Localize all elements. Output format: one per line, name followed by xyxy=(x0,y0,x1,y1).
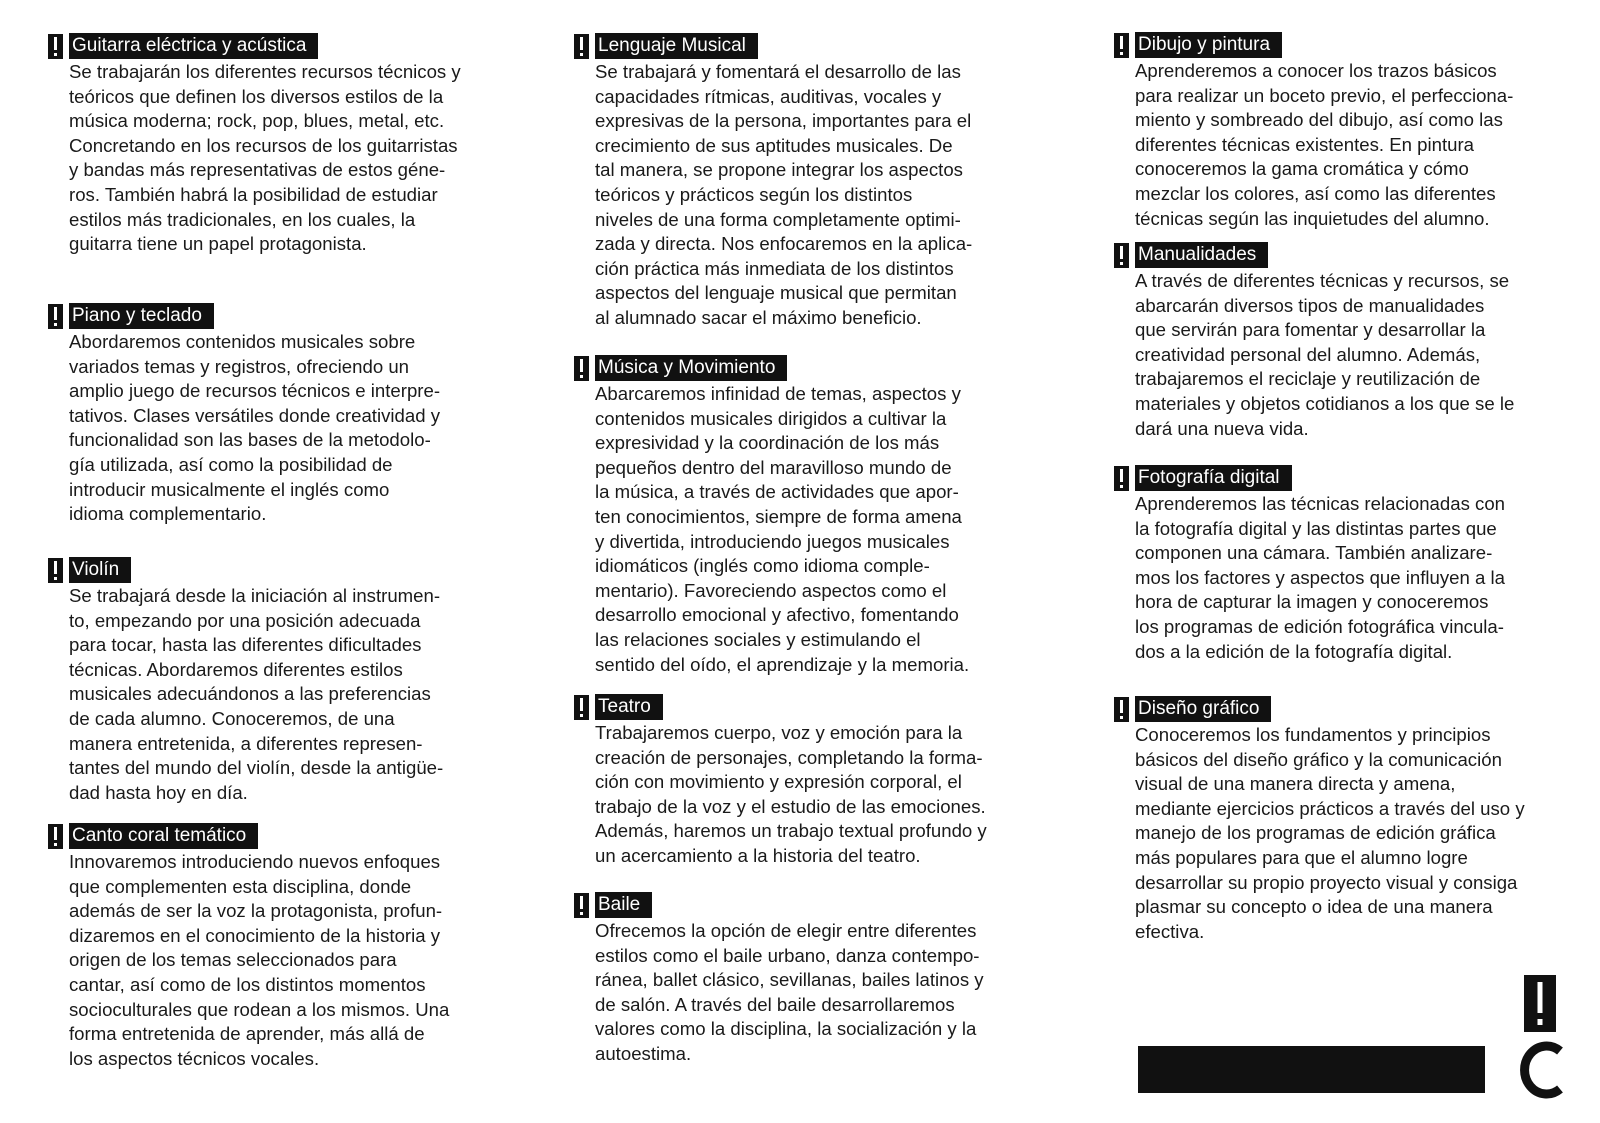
footer-bar xyxy=(1138,1046,1485,1093)
exclamation-icon xyxy=(1114,243,1129,268)
section-heading xyxy=(48,303,440,329)
section-heading xyxy=(48,823,449,849)
section-text: Aprenderemos las técnicas relacionadas con la fotografía digital y las distintas partes que componen una cámara. También analizare- mos los factores y aspectos que influyen a la hora de capturar la imagen y conoceremos los programas de edición fotográfica vincula- dos a la edición de la fotografía digital. xyxy=(1135,493,1506,662)
section-diseno-grafico xyxy=(1114,696,1525,944)
section-heading xyxy=(1114,32,1513,58)
section-fotografia-digital xyxy=(1114,465,1505,664)
section-heading xyxy=(1114,242,1514,268)
section-heading xyxy=(574,892,984,918)
section-title: Diseño gráfico xyxy=(1135,696,1271,722)
section-heading xyxy=(1114,465,1505,491)
section-text: Se trabajarán los diferentes recursos técnicos y teóricos que definen los diversos estilos de la música moderna; rock, pop, blues, metal, etc. Concretando en los recursos de los guitarristas y bandas más representativas de estos géne- ros. También habrá la posibilidad de estudiar estilos más tradicionales, en los cuales, la guitarra tiene un papel protagonista. xyxy=(69,61,461,255)
section-manualidades xyxy=(1114,242,1514,441)
section-title: Fotografía digital xyxy=(1135,465,1292,491)
section-title: Canto coral temático xyxy=(69,823,258,849)
section-text: Se trabajará desde la iniciación al instrumen- to, empezando por una posición adecuada para tocar, hasta las diferentes dificultades técnicas. Abordaremos diferentes estilos musicales adecuándonos a las preferencias de cada alumno. Conoceremos, de una manera entretenida, a diferentes represen- tantes del mundo del violín, desde la antigüe- dad hasta hoy en día. xyxy=(69,585,444,803)
exclamation-icon xyxy=(48,558,63,583)
section-title: Música y Movimiento xyxy=(595,355,787,381)
section-text: Abarcaremos infinidad de temas, aspectos y contenidos musicales dirigidos a cultivar la expresividad y la coordinación de los más pequeños dentro del maravilloso mundo de la música, a través de actividades que apor- ten conocimientos, siempre de forma amena y divertida, introduciendo juegos musicales idiomáticos (inglés como idioma comple- mentario). Favoreciendo aspectos como el desarrollo emocional y afectivo, fomentando las relaciones sociales y estimulando el sentido del oído, el aprendizaje y la memoria. xyxy=(595,383,970,675)
section-guitarra xyxy=(48,33,461,257)
exclamation-icon xyxy=(1114,33,1129,58)
section-text: Aprenderemos a conocer los trazos básicos para realizar un boceto previo, el perfecciona- miento y sombreado del dibujo, así como las diferentes técnicas existentes. En pintura conoceremos la gama cromática y cómo mezclar los colores, así como las diferentes técnicas según las inquietudes del alumno. xyxy=(1135,60,1514,229)
section-title: Manualidades xyxy=(1135,242,1268,268)
section-piano xyxy=(48,303,440,527)
section-title: Guitarra eléctrica y acústica xyxy=(69,33,318,59)
exclamation-icon xyxy=(1114,697,1129,722)
section-text: Ofrecemos la opción de elegir entre diferentes estilos como el baile urbano, danza contempo- ránea, ballet clásico, sevillanas, bailes latinos y de salón. A través del baile desarrollaremos valores como la disciplina, la socialización y la autoestima. xyxy=(595,920,984,1064)
section-lenguaje-musical xyxy=(574,33,972,331)
section-title: Baile xyxy=(595,892,652,918)
section-heading xyxy=(48,557,443,583)
section-heading xyxy=(574,33,972,59)
exclamation-icon xyxy=(574,34,589,59)
section-violin xyxy=(48,557,443,805)
section-title: Dibujo y pintura xyxy=(1135,32,1282,58)
section-canto-coral xyxy=(48,823,449,1071)
exclamation-icon xyxy=(574,695,589,720)
section-text: Abordaremos contenidos musicales sobre variados temas y registros, ofreciendo un amplio juego de recursos técnicos e interpre- tativos. Clases versátiles donde creatividad y funcionalidad son las bases de la metodolo- gía utilizada, así como la posibilidad de introducir musicalmente el inglés como idioma complementario. xyxy=(69,331,441,525)
section-teatro xyxy=(574,694,987,869)
section-heading xyxy=(574,355,969,381)
section-text: Conoceremos los fundamentos y principios básicos del diseño gráfico y la comunicación visual de una manera directa y amena, mediante ejercicios prácticos a través del uso y manejo de los programas de edición gráfica más populares para que el alumno logre desarrollar su propio proyecto visual y consiga plasmar su concepto o idea de una manera efectiva. xyxy=(1135,724,1525,942)
section-heading xyxy=(1114,696,1525,722)
section-heading xyxy=(48,33,461,59)
section-title: Piano y teclado xyxy=(69,303,214,329)
section-baile xyxy=(574,892,984,1067)
exclamation-icon xyxy=(574,893,589,918)
section-title: Teatro xyxy=(595,694,663,720)
exclamation-icon xyxy=(48,34,63,59)
section-text: A través de diferentes técnicas y recursos, se abarcarán diversos tipos de manualidades que servirán para fomentar y desarrollar la creatividad personal del alumno. Además, trabajaremos el reciclaje y reutilización de materiales y objetos cotidianos a los que se le dará una nueva vida. xyxy=(1135,270,1515,439)
exclamation-icon xyxy=(574,356,589,381)
exclamation-icon xyxy=(1114,466,1129,491)
section-title: Violín xyxy=(69,557,131,583)
section-dibujo-pintura xyxy=(1114,32,1513,231)
section-text: Trabajaremos cuerpo, voz y emoción para la creación de personajes, completando la forma- ción con movimiento y expresión corporal, el trabajo de la voz y el estudio de las emociones. Además, haremos un trabajo textual profundo y un acercamiento a la historia del teatro. xyxy=(595,722,987,866)
exclamation-icon xyxy=(48,824,63,849)
section-text: Se trabajará y fomentará el desarrollo de las capacidades rítmicas, auditivas, vocales y expresivas de la persona, importantes para el crecimiento de sus aptitudes musicales. De tal manera, se propone integrar los aspectos teóricos y prácticos según los distintos niveles de una forma completamente optimi- zada y directa. Nos enfocaremos en la aplica- ción práctica más inmediata de los distintos aspectos del lenguaje musical que permitan al alumnado sacar el máximo beneficio. xyxy=(595,61,973,328)
section-musica-movimiento xyxy=(574,355,969,677)
section-heading xyxy=(574,694,987,720)
section-title: Lenguaje Musical xyxy=(595,33,758,59)
exclamation-icon xyxy=(48,304,63,329)
section-text: Innovaremos introduciendo nuevos enfoques que complementen esta disciplina, donde además de ser la voz la protagonista, profun- dizaremos en el conocimiento de la historia y origen de los temas seleccionados para cantar, así como de los distintos momentos socioculturales que rodean a los mismos. Una forma entretenida de aprender, más allá de los aspectos técnicos vocales. xyxy=(69,851,450,1069)
brand-logo-icon xyxy=(1514,975,1566,1100)
